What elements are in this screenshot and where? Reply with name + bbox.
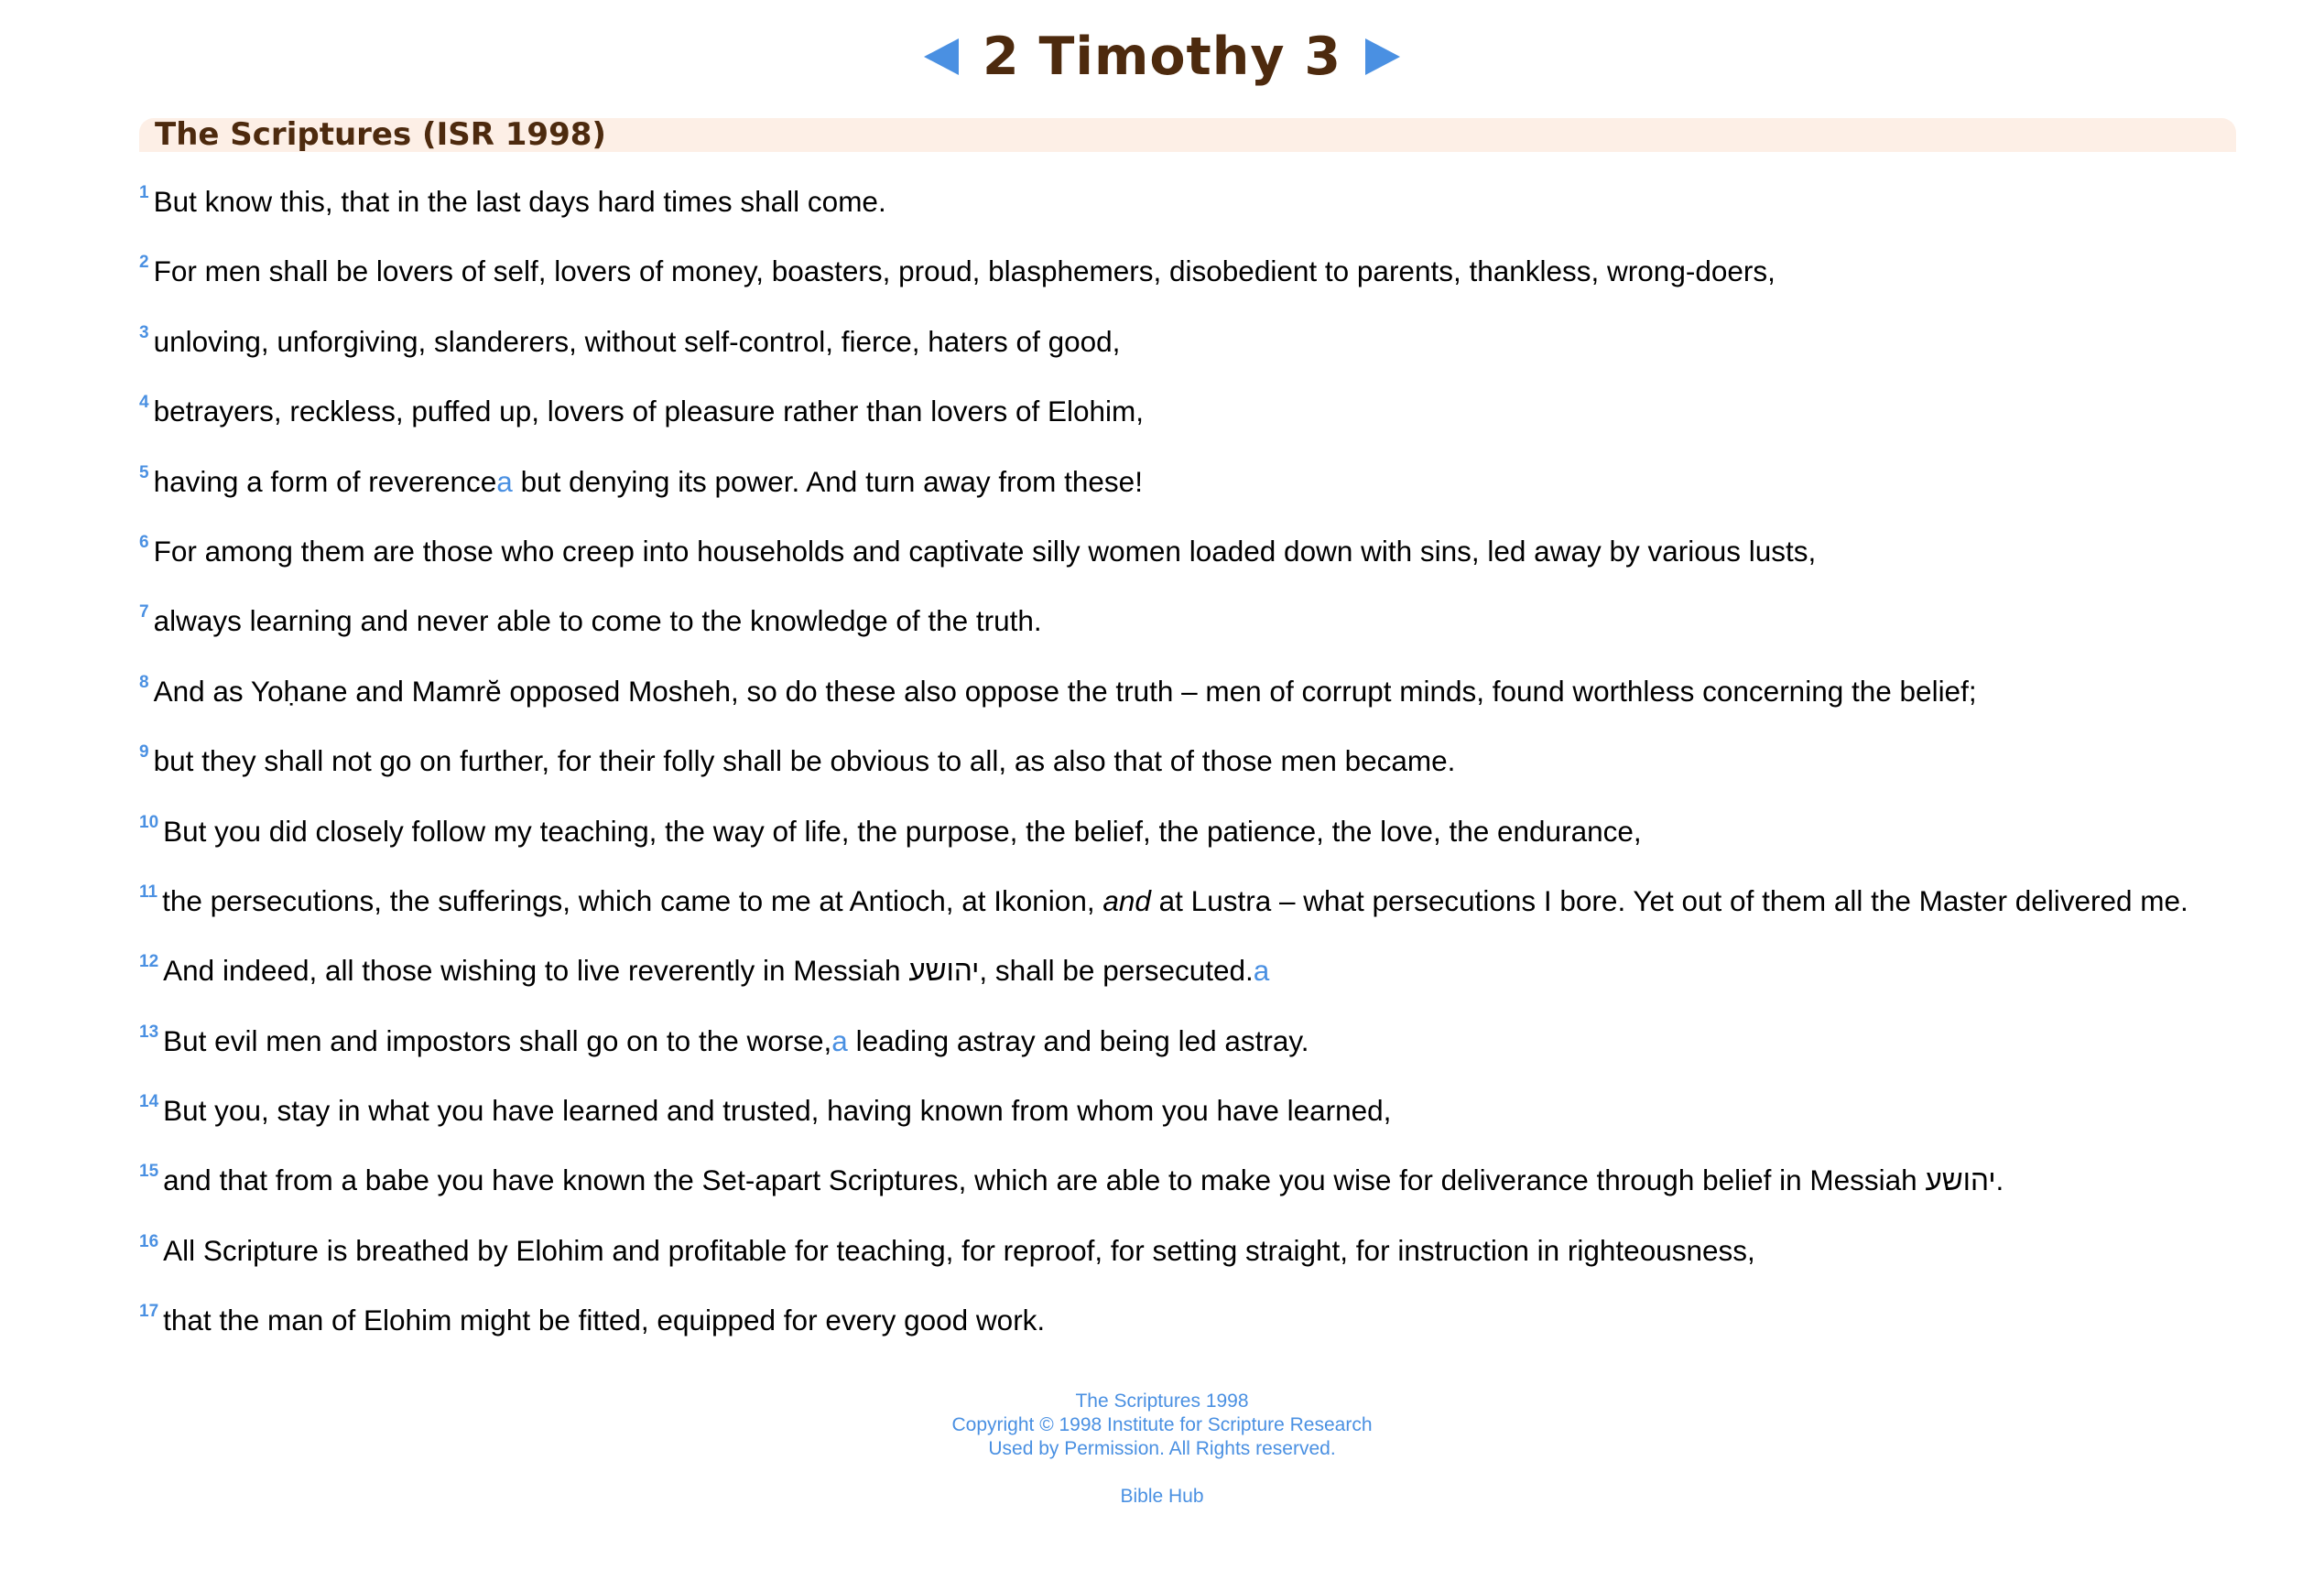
verse-text: [154, 449, 1143, 514]
verse-5: [139, 449, 2245, 519]
chapter-title: 2 Timothy 3: [983, 26, 1341, 87]
verse-17: [139, 1288, 2245, 1358]
verse-1: [139, 169, 2245, 239]
verse-number[interactable]: 4: [139, 393, 149, 413]
verse-number[interactable]: 11: [139, 882, 158, 902]
footer-spacer: [0, 1461, 2324, 1485]
verse-text: But you did closely follow my teaching, the way of life, the purpose, the belief, the patience, the love, the endurance,: [163, 814, 1642, 848]
verse-text: and that from a babe you have known the Set-apart Scriptures, which are able to make you wise for deliverance through belief in Messiah יהושע.: [163, 1163, 2004, 1197]
verse-text: [163, 938, 1269, 1002]
verse-text: All Scripture is breathed by Elohim and profitable for teaching, for reproof, for setting straight, for instruction in righteousness,: [163, 1233, 1755, 1267]
verse-number[interactable]: 14: [139, 1092, 159, 1112]
verse-text: But you, stay in what you have learned and trusted, having known from whom you have learned,: [163, 1094, 1392, 1128]
verse-16: [139, 1218, 2245, 1288]
verse-13: [139, 1009, 2245, 1078]
verse-6: [139, 519, 2245, 589]
verse-15: [139, 1148, 2245, 1217]
verse-number[interactable]: 12: [139, 952, 159, 972]
footnote-link[interactable]: a: [1253, 954, 1270, 988]
verse-7: [139, 589, 2245, 658]
verse-text-before: having a form of reverence: [153, 464, 497, 498]
verse-text-after: but denying its power. And turn away from these!: [512, 464, 1143, 498]
footer-version-name: The Scriptures 1998: [1075, 1391, 1249, 1412]
verse-text: always learning and never able to come to the knowledge of the truth.: [153, 604, 1042, 638]
verse-text: [162, 869, 2188, 933]
verse-text-after: leading astray and being led astray.: [847, 1023, 1309, 1057]
verse-text: For among them are those who creep into households and captivate silly women loaded down with sins, led away by various lusts,: [153, 534, 1817, 568]
footer-copyright: Copyright © 1998 Institute for Scripture Research: [951, 1414, 1373, 1435]
footnote-link[interactable]: a: [831, 1023, 848, 1057]
verse-3: [139, 309, 2245, 379]
verse-number[interactable]: 1: [139, 183, 149, 202]
triangle-left-icon[interactable]: [924, 38, 959, 75]
footer-permission: Used by Permission. All Rights reserved.: [988, 1438, 1336, 1459]
verse-number[interactable]: 8: [139, 672, 149, 692]
verse-number[interactable]: 17: [139, 1302, 159, 1322]
verse-text: unloving, unforgiving, slanderers, without self-control, fierce, haters of good,: [153, 324, 1121, 358]
bible-hub-link[interactable]: Bible Hub: [1120, 1486, 1204, 1507]
verse-2: [139, 239, 2245, 308]
verse-text-before: But evil men and impostors shall go on to the worse,: [163, 1023, 832, 1057]
verse-text: [163, 1009, 1309, 1073]
verse-text-before: And indeed, all those wishing to live reverently in Messiah יהושע, shall be persecuted.: [163, 954, 1254, 988]
verse-number[interactable]: 5: [139, 462, 149, 482]
verse-number[interactable]: 16: [139, 1231, 159, 1251]
version-title: The Scriptures (ISR 1998): [155, 116, 606, 153]
verse-text: But know this, that in the last days hard times shall come.: [153, 185, 886, 218]
verse-number[interactable]: 10: [139, 812, 159, 832]
verse-11: [139, 869, 2245, 938]
verse-8: [139, 659, 2245, 729]
verse-text: that the man of Elohim might be fitted, equipped for every good work.: [163, 1304, 1046, 1337]
verse-text: but they shall not go on further, for their folly shall be obvious to all, as also that of those men became.: [153, 744, 1456, 778]
verse-14: [139, 1078, 2245, 1148]
triangle-right-icon[interactable]: [1365, 38, 1400, 75]
verse-text: For men shall be lovers of self, lovers of money, boasters, proud, blasphemers, disobedient to parents, thankless, wrong-doers,: [153, 254, 1776, 288]
verse-number[interactable]: 15: [139, 1162, 159, 1182]
chapter-header: [0, 20, 2324, 93]
verse-list: [139, 169, 2245, 1358]
verse-number[interactable]: 3: [139, 322, 149, 342]
verse-text-after: at Lustra – what persecutions I bore. Yet out of them all the Master delivered me.: [1150, 883, 2188, 917]
verse-12: [139, 938, 2245, 1008]
verse-number[interactable]: 7: [139, 602, 149, 622]
copyright-footer: [0, 1390, 2324, 1509]
footnote-link[interactable]: a: [496, 464, 513, 498]
verse-number[interactable]: 13: [139, 1022, 159, 1042]
verse-number[interactable]: 6: [139, 532, 149, 552]
verse-4: [139, 379, 2245, 449]
verse-text-italic: and: [1102, 883, 1151, 917]
verse-number[interactable]: 2: [139, 253, 149, 273]
version-bar: [139, 118, 2236, 152]
verse-text: betrayers, reckless, puffed up, lovers of pleasure rather than lovers of Elohim,: [153, 395, 1145, 428]
verse-number[interactable]: 9: [139, 742, 149, 763]
verse-text: And as Yoḥane and Mamrĕ opposed Mosheh, so do these also oppose the truth – men of corrupt minds, found worthless concerning the belief;: [153, 674, 1977, 708]
verse-10: [139, 799, 2245, 869]
verse-text-before: the persecutions, the sufferings, which came to me at Antioch, at Ikonion,: [162, 883, 1103, 917]
verse-9: [139, 729, 2245, 798]
